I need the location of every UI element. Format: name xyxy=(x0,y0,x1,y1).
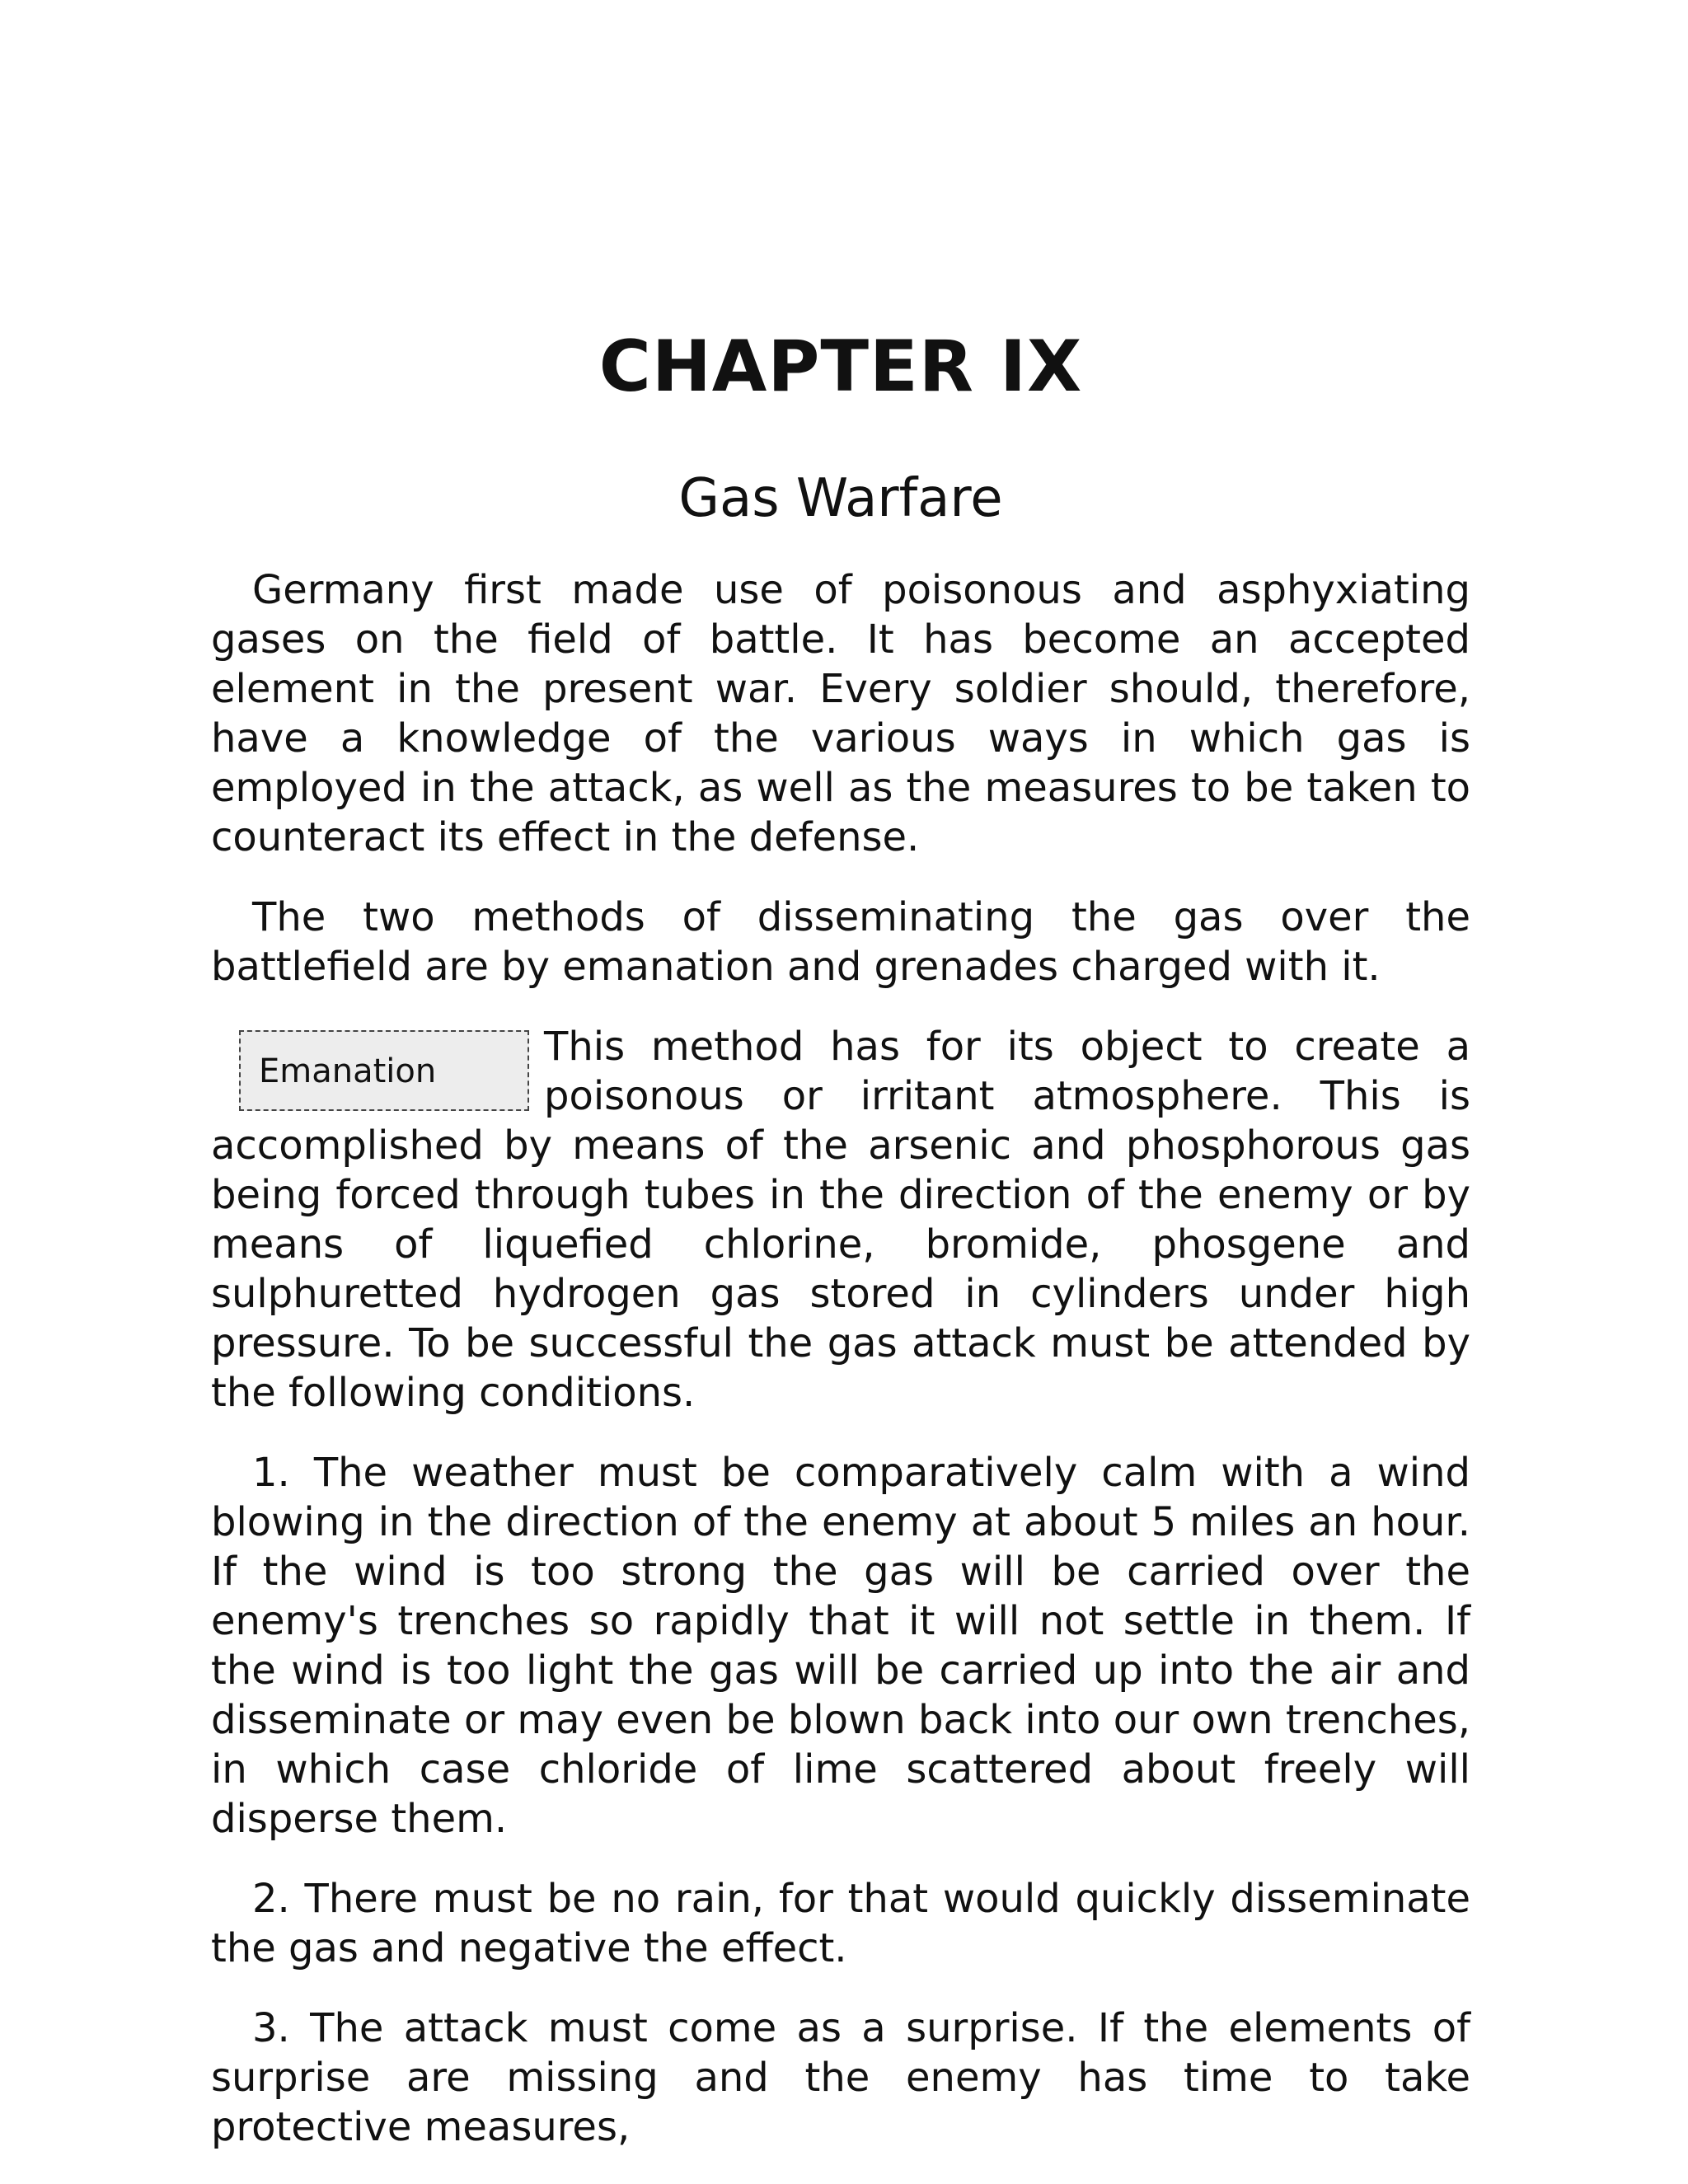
paragraph-condition-3: 3. The attack must come as a surprise. If the elements of surprise are missing and the enemy has time to take protective measures, xyxy=(211,2005,1470,2150)
paragraph-methods: The two methods of disseminating the gas over the battlefield are by emanation and grenades charged with it. xyxy=(211,894,1470,990)
paragraph-intro: Germany first made use of poisonous and asphyxiating gases on the field of battle. It has become an accepted element in the present war. Every soldier should, therefore, have a knowledge of the various ways in which gas is employed in the attack, as well as the measures to be taken to counteract its effect in the defense. xyxy=(211,567,1470,860)
paragraph-condition-1: 1. The weather must be comparatively calm with a wind blowing in the direction of the enemy at about 5 miles an hour. If the wind is too strong the gas will be carried over the enemy's trenches so rapidly that it will not settle in them. If the wind is too light the gas will be carried up into the air and disseminate or may even be blown back into our own trenches, in which case chloride of lime scattered about freely will disperse them. xyxy=(211,1450,1470,1842)
paragraph-emanation: This method has for its object to create a poisonous or irritant atmosphere. This is accomplished by means of the arsenic and phosphorous gas being forced through tubes in the direction of the enemy or by means of liquefied chlorine, bromide, phosgene and sulphuretted hydrogen gas stored in cylinders under high pressure. To be successful the gas attack must be attended by the following conditions. xyxy=(211,1024,1470,1416)
chapter-body xyxy=(211,565,1470,2152)
sidenote-emanation: Emanation xyxy=(239,1030,529,1111)
chapter-subtitle: Gas Warfare xyxy=(678,468,1003,529)
chapter-title: CHAPTER IX xyxy=(598,326,1083,408)
paragraph-condition-2: 2. There must be no rain, for that would quickly disseminate the gas and negative the effect. xyxy=(211,1876,1470,1971)
emanation-section xyxy=(211,1022,1470,1418)
